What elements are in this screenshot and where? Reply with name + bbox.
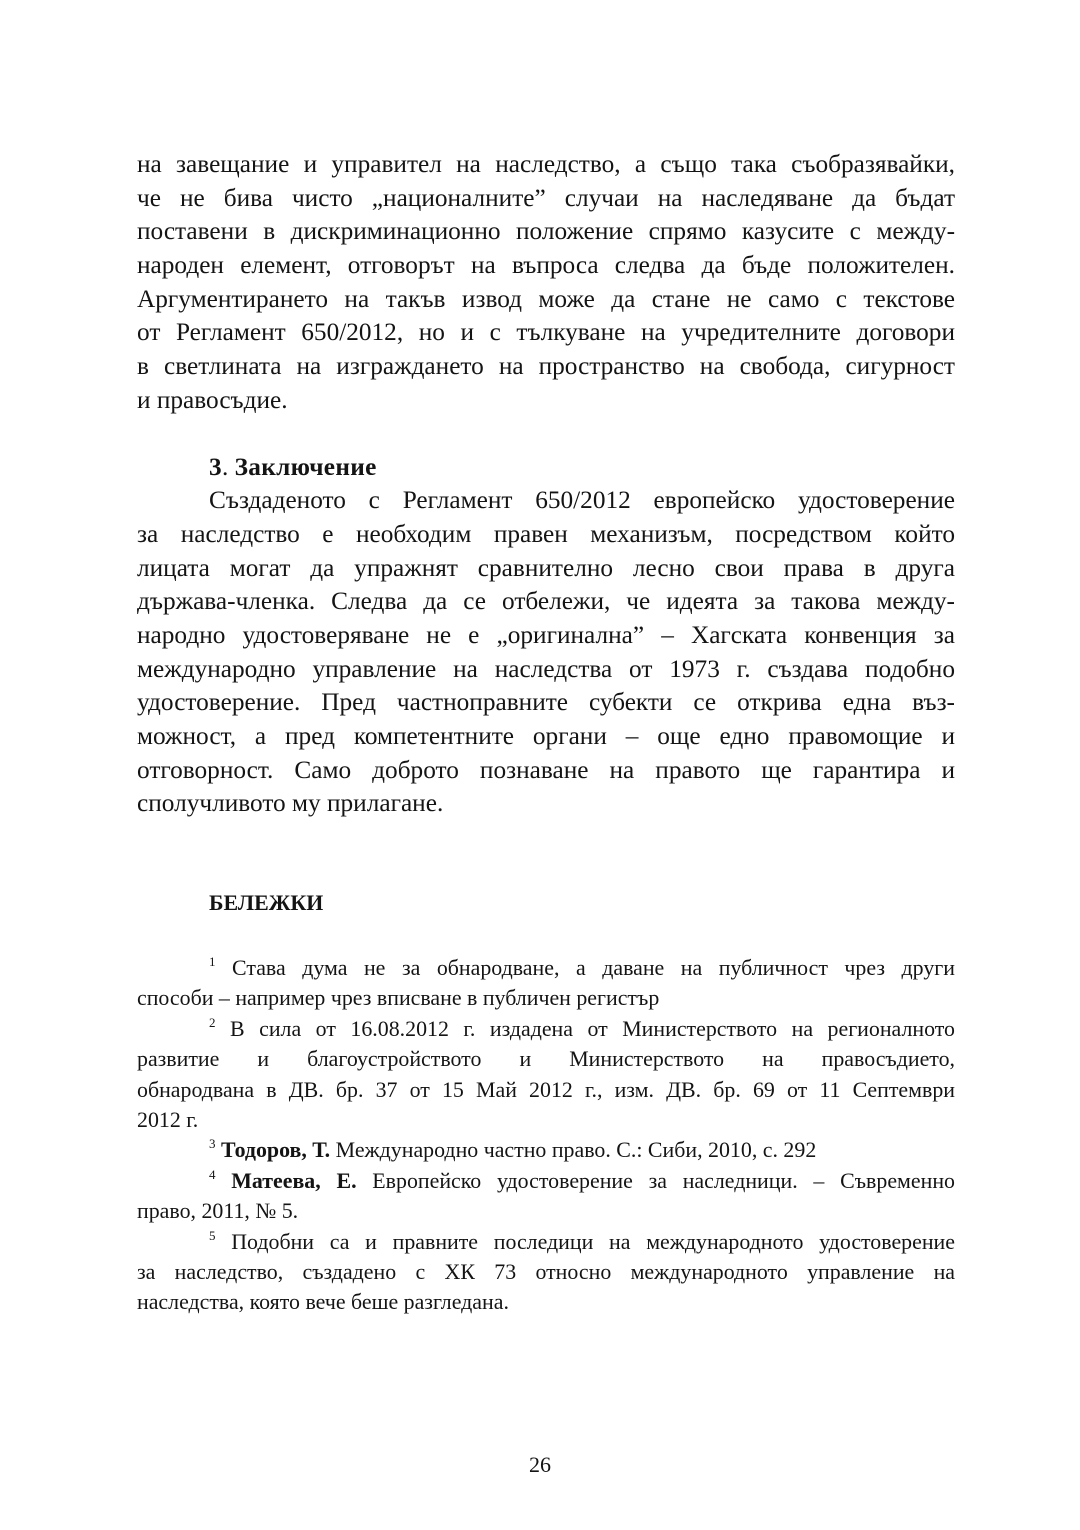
text-line: сполучливото му прилагане. [137,789,444,818]
paragraph-continuation [137,148,955,418]
footnote-text: Подобни са и правните последици на международното удостоверение [231,1228,955,1254]
footnotes [137,953,955,1318]
text-line: от Регламент 650/2012, но и с тълкуване на учредителните договори [137,318,955,347]
footnote-line: развитие и благоустройството и Министерството на правосъдието, [137,1046,955,1072]
section-heading [137,451,955,485]
section-number: 3 [209,452,222,481]
footnote-number: 5 [209,1227,216,1243]
footnote-line: способи – например чрез вписване в публичен регистър [137,985,660,1011]
footnote-line [137,1135,955,1165]
footnote-line: 2012 г. [137,1107,199,1133]
text-line: държава-членка. Следва да се отбележи, че идеята за такова между- [137,587,955,616]
footnote-line [137,1166,955,1196]
footnote-line: обнародвана в ДВ. бр. 37 от 15 Май 2012 г., изм. ДВ. бр. 69 от 11 Септември [137,1076,955,1102]
footnote-text: Става дума не за обнародване, а даване на публичност чрез други [232,955,955,981]
footnote-author: Матеева, Е. [231,1167,357,1193]
footnote-text: Европейско удостоверение за наследници. – Съвременно [356,1167,955,1193]
footnote-line: право, 2011, № 5. [137,1198,299,1224]
section-title: Заключение [234,452,377,481]
text-line: можност, а пред компетентните органи – още едно правомощие и [137,722,955,750]
footnote-5 [137,1227,955,1318]
text-line: лицата могат да упражнят сравнително лесно свои права в друга [137,553,955,582]
footnote-number: 2 [209,1014,216,1030]
footnote-line: наследства, която вече беше разгледана. [137,1289,509,1315]
conclusion-paragraph [137,484,955,821]
text-line: Аргументирането на такъв извод може да стане не само с текстове [137,284,955,313]
footnote-number: 4 [209,1166,216,1182]
text-line: поставени в дискриминационно положение спрямо казусите с между- [137,217,955,246]
page-number: 26 [529,1452,551,1477]
text-line: Създаденото с Регламент 650/2012 европейско удостоверение [209,486,955,515]
footnote-4 [137,1166,955,1227]
text-line: за наследство е необходим правен механизъм, посредством който [137,519,955,548]
text-line: и правосъдие. [137,385,288,414]
footnote-line [137,953,955,983]
text-line: народно удостоверяване не е „оригинална” – Хагската конвенция за [137,620,955,649]
page-content [137,148,955,1318]
text-line: в светлината на изграждането на пространство на свобода, сигурност [137,352,955,381]
notes-heading: БЕЛЕЖКИ [209,890,324,916]
footnote-line [137,1227,955,1257]
footnote-3 [137,1135,955,1165]
section-separator: . [221,452,235,481]
footnote-line [137,1014,955,1044]
footnote-text: В сила от 16.08.2012 г. издадена от Министерството на регионалното [230,1015,955,1041]
text-line: отговорност. Само доброто познаване на правото ще гарантира и [137,755,955,784]
footnote-1 [137,953,955,1014]
text-line: че не бива чисто „националните” случаи на наследяване да бъдат [137,183,955,212]
text-line: удостоверение. Пред частноправните субекти се открива една въз- [137,688,955,717]
footnote-line: за наследство, създадено с ХК 73 относно международното управление на [137,1258,955,1284]
footnote-number: 1 [209,954,216,970]
text-line: народен елемент, отговорът на въпроса следва да бъде положителен. [137,251,955,280]
footnote-2 [137,1014,955,1136]
text-line: международно управление на наследства от 1973 г. създава подобно [137,654,955,683]
footnote-text: Международно частно право. С.: Сиби, 2010, с. 292 [330,1137,817,1163]
footnote-author: Тодоров, Т. [220,1137,331,1163]
text-line: на завещание и управител на наследство, а също така съобразявайки, [137,150,955,178]
footnote-number: 3 [209,1136,216,1152]
